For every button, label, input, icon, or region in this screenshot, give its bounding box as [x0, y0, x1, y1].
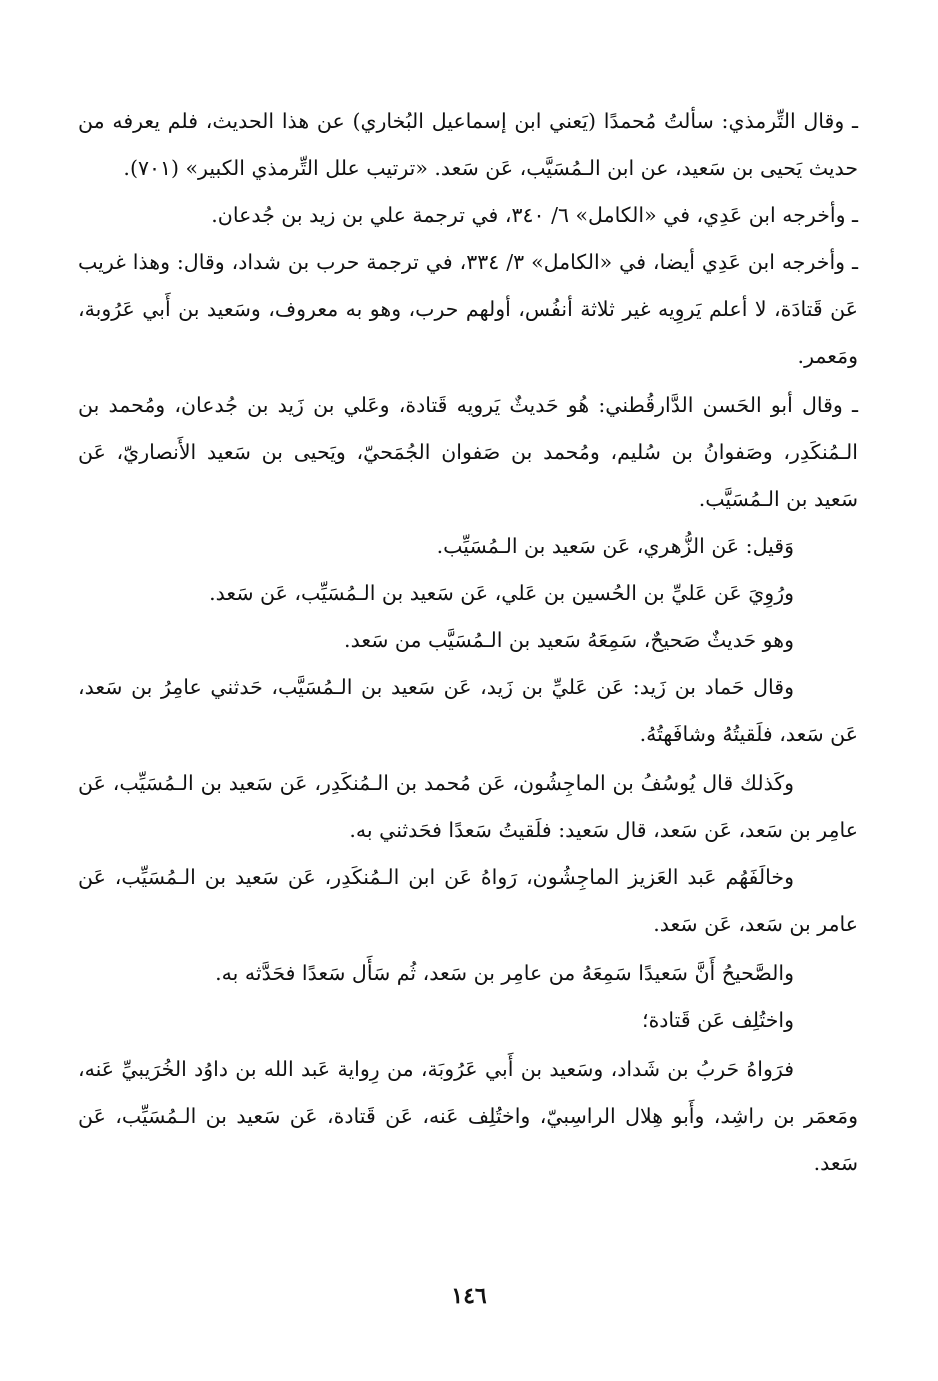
paragraph-ali-bin-husain: ورُوِيَ عَن عَليِّ بن الحُسين بن عَلي، عَن سَعيد بن الـمُسَيِّب، عَن سَعد.	[209, 581, 794, 605]
page-number: ١٤٦	[451, 1283, 487, 1309]
paragraph-zuhri: وَقيل: عَن الزُّهري، عَن سَعيد بن الـمُسَيِّب.	[436, 534, 794, 558]
paragraph-qatada-disagreement: واختُلِف عَن قَتادة؛	[642, 1008, 794, 1032]
paragraph-correct-view: والصَّحيحُ أَنَّ سَعيدًا سَمِعَهُ من عامِر بن سَعد، ثُم سَأَل سَعدًا فحَدَّثه به.	[215, 961, 794, 985]
paragraph-yusuf-majishun: وكَذلك قال يُوسُفُ بن الماجِشُون، عَن مُحمد بن الـمُنكَدِر، عَن سَعيد بن الـمُسَيِّب، عَن عامِر بن سَعد، عَن سَعد، قال سَعيد: فلَقيتُ سَعدًا فحَدثني به.	[78, 771, 858, 842]
paragraph-ibn-adi-kamil-6: ـ وأخرجه ابن عَدِي، في «الكامل» ٦/ ٣٤٠، في ترجمة علي بن زيد بن جُدعان.	[211, 203, 858, 227]
paragraph-tirmidhi: ـ وقال التِّرمذي: سألتُ مُحمدًا (يَعني ابن إسماعيل البُخاري) عن هذا الحديث، فلم يعرفه من حديث يَحيى بن سَعيد، عن ابن الـمُسَيَّب، عَن سَعد. «ترتيب علل التِّرمذي الكبير» (٧٠١).	[78, 109, 858, 180]
paragraph-abdulaziz-majishun: وخالَفَهُم عَبد العَزيز الماجِشُون، رَواهُ عَن ابن الـمُنكَدِر، عَن سَعيد بن الـمُسَيِّب، عَن عامر بن سَعد، عَن سَعد.	[78, 865, 858, 936]
paragraph-daraqutni: ـ وقال أبو الحَسن الدَّارقُطني: هُو حَديثٌ يَرويه قَتادة، وعَلي بن زَيد بن جُدعان، ومُحمد بن الـمُنكَدِر، وصَفوانُ بن سُليم، ومُحمد بن صَفوان الجُمَحيّ، ويَحيى بن سَعيد الأَنصاريّ، عَن سَعيد بن الـمُسَيَّب.	[78, 393, 858, 511]
paragraph-harb-bin-shaddad: فرَواهُ حَربُ بن شَداد، وسَعيد بن أَبي عَرُوبَة، من رِواية عَبد الله بن داوُد الخُرَيبيِّ عَنه، ومَعمَر بن راشِد، وأَبو هِلال الراسِبيّ، واختُلِف عَنه، عَن قَتادة، عَن سَعيد بن الـمُسَيِّب، عَن سَعد.	[78, 1057, 858, 1175]
paragraph-hammad-bin-zaid: وقال حَماد بن زَيد: عَن عَليِّ بن زَيد، عَن سَعيد بن الـمُسَيَّب، حَدثني عامِرُ بن سَعد، عَن سَعد، فلَقيتُهُ وشافَهتُهُ.	[78, 675, 858, 746]
page-body	[78, 98, 858, 1381]
paragraph-sahih-hadith: وهو حَديثٌ صَحيحٌ، سَمِعَهُ سَعيد بن الـمُسَيَّب من سَعد.	[344, 628, 794, 652]
paragraph-ibn-adi-kamil-3: ـ وأخرجه ابن عَدِي أيضا، في «الكامل» ٣/ ٣٣٤، في ترجمة حرب بن شداد، وقال: وهذا غريب عَن قَتادَة، لا أعلم يَروِيه غير ثلاثة أنفُس، أولهم حرب، وهو به معروف، وسَعيد بن أَبي عَرُوبة، ومَعمر.	[78, 250, 858, 368]
